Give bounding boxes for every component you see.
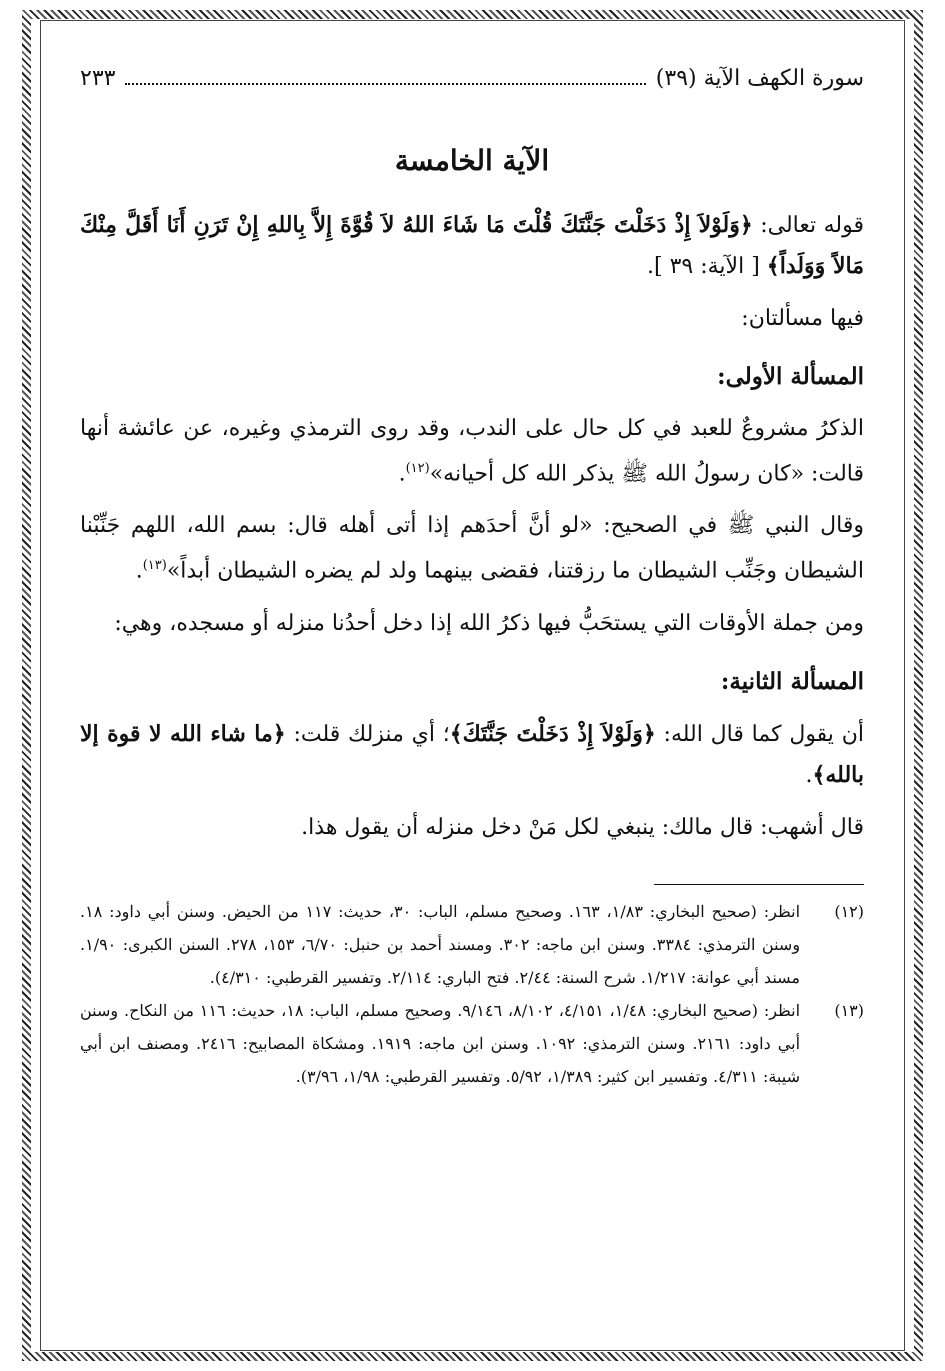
footnote-12 bbox=[80, 895, 864, 994]
issue2-p1-lead: أن يقول كما قال الله: bbox=[655, 721, 864, 747]
page-number: ٢٣٣ bbox=[80, 66, 116, 91]
footnote-text: انظر: (صحيح البخاري: ١/٤٨، ٤/١٥١، ٨/١٠٢، ٩/١٤٦. وصحيح مسلم، الباب: ١٨، حديث: ١١٦ من النكاح. وسنن أبي داود: ٢١٦١. وسنن الترمذي: ١٠٩٢. وسنن ابن ماجه: ١٩١٩. ومشكاة المصابيح: ٢٤١٦. ومصنف ابن أبي شيبة: ٤/٣١١. وتفسير ابن كثير: ١/٣٨٩، ٥/٩٢. وتفسير القرطبي: ١/٩٨، ٣/٩٦). bbox=[80, 1000, 801, 1086]
page-content bbox=[80, 66, 864, 1093]
intro-lead: قوله تعالى: bbox=[752, 213, 865, 238]
footnote-ref-12: (١٢) bbox=[405, 461, 430, 476]
issue2-heading: المسألة الثانية: bbox=[720, 667, 864, 695]
footnote-text: انظر: (صحيح البخاري: ١/٨٣، ١٦٣. وصحيح مسلم، الباب: ٣٠، حديث: ١١٧ من الحيض. وسنن أبي داود: ١٨. وسنن الترمذي: ٣٣٨٤. وسنن ابن ماجه: ٣٠٢. ومسند أحمد بن حنبل: ٦/٧٠، ١٥٣، ٢٧٨. السنن الكبرى: ١/٩٠. مسند أبي عوانة: ١/٢١٧. شرح السنة: ٢/٤٤. فتح الباري: ٢/١١٤. وتفسير القرطبي: ٤/٣١٠). bbox=[80, 901, 801, 987]
intro-verse: ﴿وَلَوْلاَ إِذْ دَخَلْتَ جَنَّتَكَ قُلْتَ مَا شَاءَ اللهُ لاَ قُوَّةَ إِلاَّ بِاللهِ إِنْ تَرَنِ أَنَا أَقَلَّ مِنْكَ مَالاً وَوَلَداً﴾ bbox=[80, 212, 864, 279]
issue2-p1-end: . bbox=[805, 762, 813, 788]
issue2-verse-2: ﴿ما شاء الله لا قوة إلا بالله﴾ bbox=[80, 720, 864, 788]
issue1-p1-text: الذكرُ مشروعٌ للعبد في كل حال على الندب، وقد روى الترمذي وغيره، عن عائشة أنها قالت: «كان رسولُ الله ﷺ يذكر الله كل أحيانه» bbox=[80, 416, 864, 487]
issue2-paragraph-1 bbox=[80, 714, 864, 796]
issue2-verse: ﴿وَلَوْلاَ إِذْ دَخَلْتَ جَنَّتَكَ﴾ bbox=[449, 720, 656, 747]
issue1-heading: المسألة الأولى: bbox=[717, 363, 864, 390]
issue1-paragraph-1 bbox=[80, 409, 864, 494]
footnote-number: (١٢) bbox=[834, 901, 864, 921]
footnote-ref-13: (١٣) bbox=[142, 558, 167, 574]
intro-paragraph bbox=[80, 205, 864, 287]
footnote-13 bbox=[80, 994, 864, 1093]
running-header bbox=[80, 66, 864, 100]
issue2-p1-mid: ؛ أي منزلك قلت: bbox=[285, 721, 450, 747]
footnote-number: (١٣) bbox=[834, 1000, 864, 1020]
section-title: الآية الخامسة bbox=[394, 144, 550, 177]
running-title: سورة الكهف الآية (٣٩) bbox=[655, 66, 864, 91]
issue1-p2-end: . bbox=[135, 558, 143, 584]
issues-count: فيها مسألتان: bbox=[741, 306, 864, 331]
issue1-paragraph-2 bbox=[80, 506, 864, 591]
intro-verse-ref: [ الآية: ٣٩ ]. bbox=[647, 254, 767, 279]
footnote-separator bbox=[654, 884, 864, 885]
issue2-paragraph-2: قال أشهب: قال مالك: ينبغي لكل مَنْ دخل منزله أن يقول هذا. bbox=[301, 814, 864, 840]
issue1-p1-end: . bbox=[398, 461, 406, 487]
issue1-p2-text: وقال النبي ﷺ في الصحيح: «لو أنَّ أحدَهم إذا أتى أهله قال: بسم الله، اللهم جَنِّبْنا الشيطان وجَنِّب الشيطان ما رزقتنا، فقضى بينهما ولد لم يضره الشيطان أبداً» bbox=[80, 513, 864, 584]
issue1-paragraph-3: ومن جملة الأوقات التي يستحَبُّ فيها ذكرُ الله إذا دخل أحدُنا منزله أو مسجده، وهي: bbox=[114, 610, 864, 636]
header-dot-leader bbox=[125, 83, 645, 85]
